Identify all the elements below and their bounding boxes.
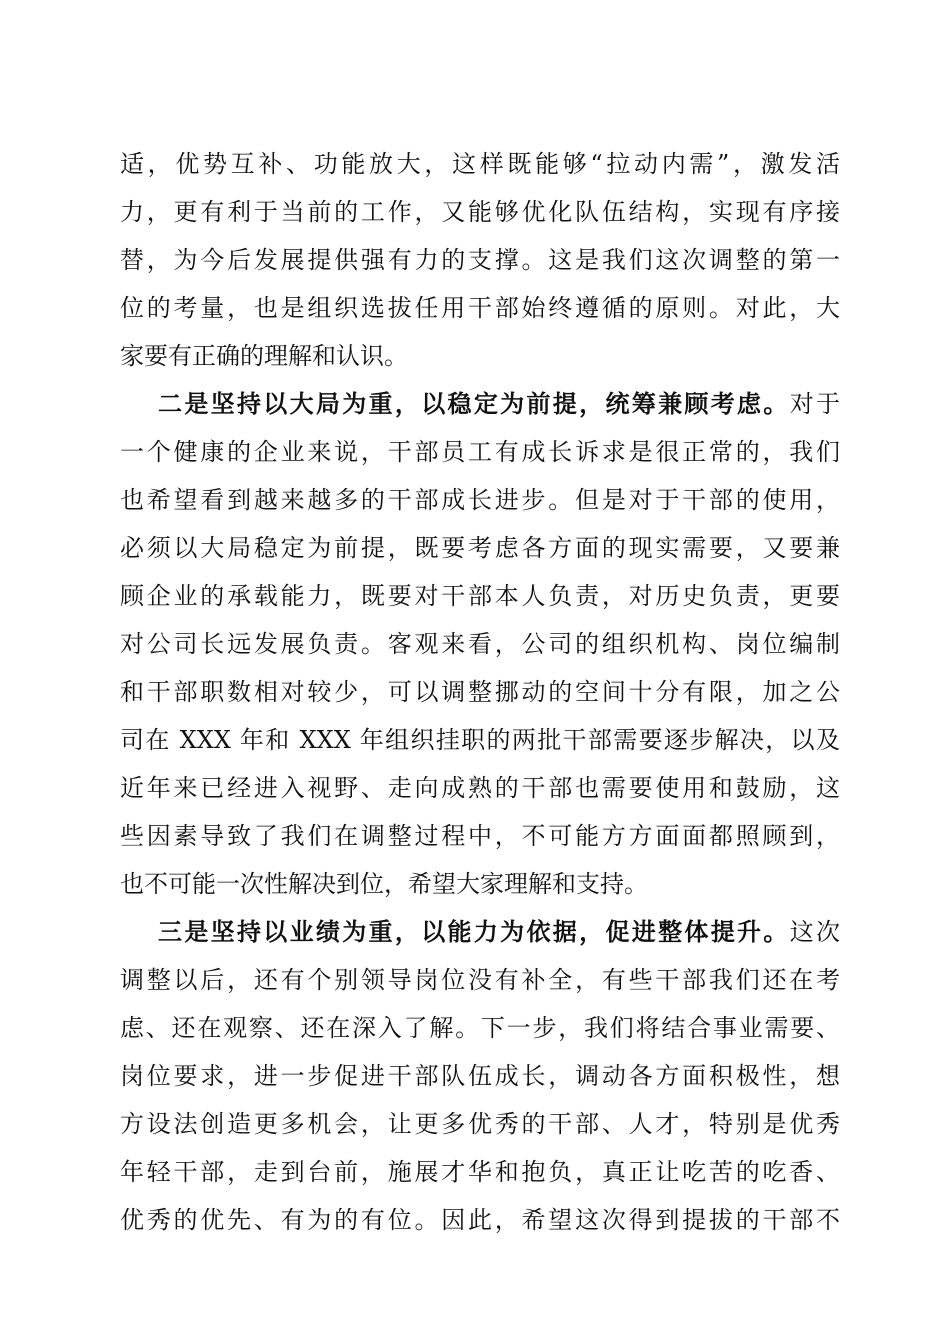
paragraph-text: 这次 — [789, 918, 840, 946]
paragraph-line: 虑、还在观察、还在深入了解。下一步，我们将结合事业需要、 — [120, 1014, 840, 1042]
paragraph-line: 家要有正确的理解和认识。 — [120, 342, 408, 370]
paragraph-line: 些因素导致了我们在调整过程中，不可能方方面面都照顾到， — [120, 822, 840, 850]
paragraph-line: 优秀的优先、有为的有位。因此，希望这次得到提拔的干部不 — [120, 1206, 840, 1234]
paragraph-line: 年轻干部，走到台前，施展才华和抱负，真正让吃苦的吃香、 — [120, 1158, 840, 1186]
paragraph-first-line — [120, 908, 840, 956]
paragraph-text: 对于 — [789, 390, 840, 418]
paragraph-line: 和干部职数相对较少，可以调整挪动的空间十分有限，加之公 — [120, 678, 840, 706]
paragraph-line: 也希望看到越来越多的干部成长进步。但是对于干部的使用， — [120, 486, 840, 514]
paragraph-line: 司在 XXX 年和 XXX 年组织挂职的两批干部需要逐步解决，以及 — [120, 726, 840, 754]
paragraph-heading: 三是坚持以业绩为重，以能力为依据，促进整体提升。 — [158, 917, 790, 946]
paragraph-line: 对公司长远发展负责。客观来看，公司的组织机构、岗位编制 — [120, 630, 840, 658]
paragraph-line: 方设法创造更多机会，让更多优秀的干部、人才，特别是优秀 — [120, 1110, 840, 1138]
document-body — [120, 140, 840, 1244]
paragraph-line: 适，优势互补、功能放大，这样既能够“拉动内需”，激发活 — [120, 150, 840, 178]
paragraph-line: 也不可能一次性解决到位，希望大家理解和支持。 — [120, 870, 648, 898]
paragraph-line: 力，更有利于当前的工作，又能够优化队伍结构，实现有序接 — [120, 198, 840, 226]
paragraph-line: 岗位要求，进一步促进干部队伍成长，调动各方面积极性，想 — [120, 1062, 840, 1090]
paragraph-line: 顾企业的承载能力，既要对干部本人负责，对历史负责，更要 — [120, 582, 840, 610]
paragraph-line: 替，为今后发展提供强有力的支撑。这是我们这次调整的第一 — [120, 246, 840, 274]
paragraph-line: 位的考量，也是组织选拔任用干部始终遵循的原则。对此，大 — [120, 294, 840, 322]
paragraph-heading: 二是坚持以大局为重，以稳定为前提，统筹兼顾考虑。 — [158, 389, 790, 418]
paragraph-line: 近年来已经进入视野、走向成熟的干部也需要使用和鼓励，这 — [120, 774, 840, 802]
paragraph-line: 调整以后，还有个别领导岗位没有补全，有些干部我们还在考 — [120, 966, 840, 994]
paragraph-first-line — [120, 380, 840, 428]
paragraph-line: 必须以大局稳定为前提，既要考虑各方面的现实需要，又要兼 — [120, 534, 840, 562]
paragraph-line: 一个健康的企业来说，干部员工有成长诉求是很正常的，我们 — [120, 438, 840, 466]
